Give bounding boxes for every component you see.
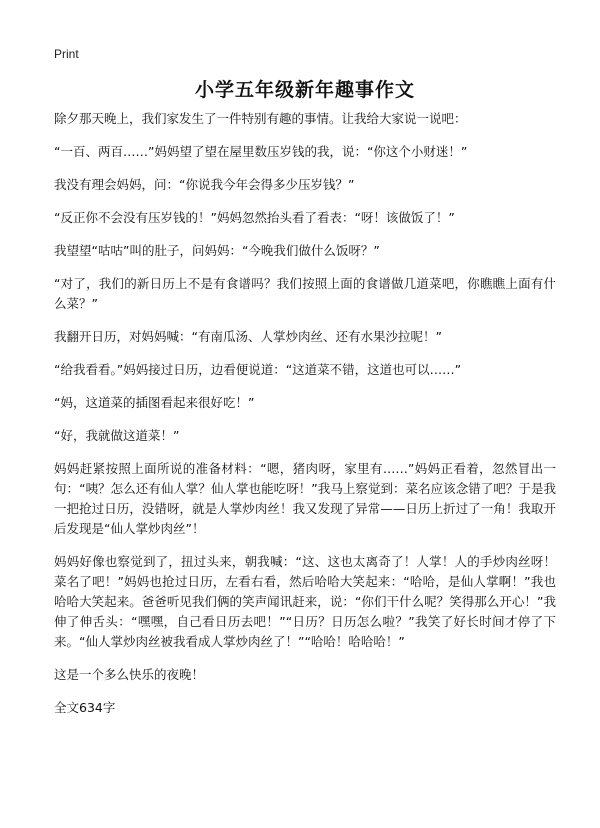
- paragraph: “妈，这道菜的插图看起来很好吃！”: [54, 395, 255, 410]
- paragraph: 妈妈赶紧按照上面所说的准备材料：“嗯，猪肉呀，家里有……”妈妈正看着，忽然冒出一句：“咦？怎么还有仙人掌？仙人掌也能吃呀！”我马上察觉到：菜名应该念错了吧？于是我一把抢过日历，没错呀，就是人掌炒肉丝！我又发现了异常——日历上折过了一角！我取开后发现是“仙人掌炒肉丝”！: [54, 461, 556, 536]
- word-count: 全文634字: [54, 700, 116, 715]
- paragraph: 我没有理会妈妈，问：“你说我今年会得多少压岁钱？”: [54, 177, 355, 192]
- paragraph: 我望望“咕咕”叫的肚子，问妈妈：“今晚我们做什么饭呀？”: [54, 243, 380, 258]
- paragraph: “一百、两百……”妈妈望了望在屋里数压岁钱的我，说：“你这个小财迷！”: [54, 144, 468, 159]
- paragraph: 妈妈好像也察觉到了，扭过头来，朝我喊：“这、这也太离奇了！人掌！人的手炒肉丝呀！菜名了吧！”妈妈也抢过日历，左看右看，然后哈哈大笑起来：“哈哈，是仙人掌啊！”我也哈哈大笑起来。爸爸听见我们俩的笑声闻讯赶来，说：“你们干什么呢？笑得那么开心！”我伸了伸舌头：“嘿嘿，自己看日历去吧！”“日历？日历怎么啦？”我笑了好长时间才停了下来。“仙人掌炒肉丝被我看成人掌炒肉丝了！”“哈哈！哈哈哈！”: [54, 554, 556, 649]
- paragraph: “对了，我们的新日历上不是有食谱吗？我们按照上面的食谱做几道菜吧，你瞧瞧上面有什么菜？”: [54, 276, 556, 311]
- paragraph: 除夕那天晚上，我们家发生了一件特别有趣的事情。让我给大家说一说吧：: [54, 111, 467, 126]
- paragraph: 我翻开日历，对妈妈喊：“有南瓜汤、人掌炒肉丝、还有水果沙拉呢！”: [54, 329, 442, 344]
- paragraph: “给我看看。”妈妈接过日历，边看便说道：“这道菜不错，这道也可以……”: [54, 362, 462, 377]
- paragraph: “反正你不会没有压岁钱的！”妈妈忽然抬头看了看表：“呀！该做饭了！”: [54, 210, 455, 225]
- paragraph: 这是一个多么快乐的夜晚！: [54, 667, 205, 682]
- paragraph: “好，我就做这道菜！”: [54, 428, 180, 443]
- page-title: 小学五年级新年趣事作文: [194, 79, 415, 101]
- article-body: [54, 109, 556, 718]
- print-label: Print: [54, 47, 79, 61]
